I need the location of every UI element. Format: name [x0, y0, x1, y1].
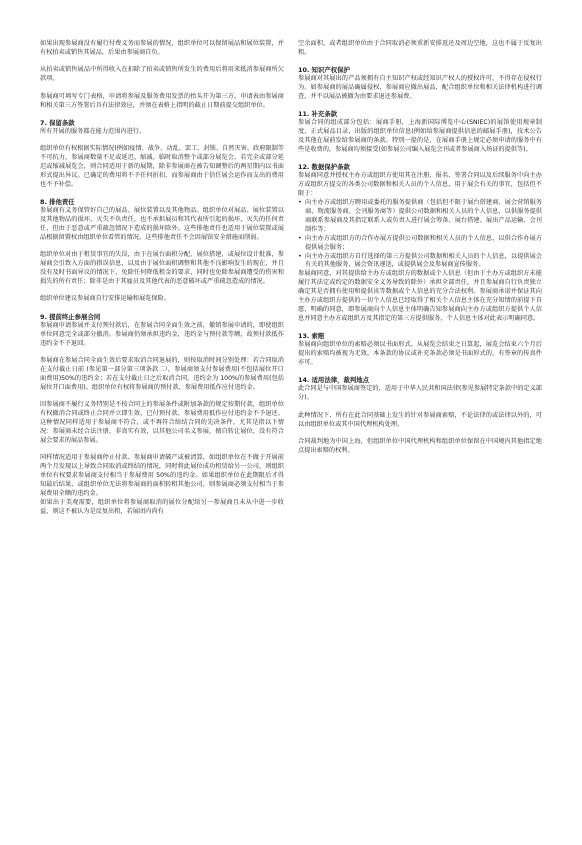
section-9	[40, 313, 284, 517]
section-paragraph: 如果出于美观需要，组织单位将参展商取消的展位分配给另一参展商且未从中进一步收益，则这不被认为是反复出租，若展团内尚有	[40, 498, 284, 515]
section-7	[40, 119, 284, 190]
section-paragraph: 参展商向组织单位的索赔必须以书面形式。从展览会结束之日算起，展览会结束六个月后提出的索赔均被视为无效。本条款的协议或补充条款必须是书面形式的，有签章的传真件亦可。	[298, 341, 542, 366]
section-title: 12. 数据保护条款	[298, 163, 350, 172]
section-paragraph: 参展商对其展出的产品须拥有自主知识产权或经知识产权人的授权许可，不得存在侵权行为。如参展商的展品确属侵权，参展商应撤出展品，配合组织单位和相关法律机构进行调查，并不以展品被撤为由要求退还参展费。	[298, 75, 542, 101]
section-title: 14. 适用法律，裁判地点	[298, 376, 370, 385]
section-10	[298, 66, 542, 102]
section-paragraph: 参展合同的组成部分包括：展商手册，上海新国际博览中心(SNIEC)的展馆使用规章制度，正式展品目录，出版的组织单位信息(例如给参展商提供信息的邮展手册)，技术公告及其他在展前发给参展商的条款。特别一提的是，在展商手册上规定必须申请的服务中有些是收费的，参展商均须接受(如参展公司编入展览会刊或者参展商入场证的提供等)。	[298, 119, 542, 154]
bullet-list	[298, 199, 542, 270]
left-column	[40, 40, 284, 525]
section-title: 11. 补充条款	[298, 110, 338, 119]
intro-paragraph: 参展商可填写专门表格，申请将参展及服务费用发票的抬头开为第三方。申请表由参展商和相关第三方签署后具有法律效应，并须在表格上指明的截止日期前提交组织单位。	[40, 92, 284, 109]
section-paragraph: 参展商申请参展并支付预付款后，在参展合同全面生效之前，撤销参展申请的，即使组织单位同意完全或部分撤消。参展商仍须承担违约金，违约金与预付款等额，故预付款抵作违约金不予退回。	[40, 321, 284, 347]
section-paragraph: 参展商在参展合同全面生效后要求取消合同退展的，则按取消时间分别处理：若合同取消在支付截止日前 (参见第一部分第三项条款二），参展商须支付参展费用(不包括展位开口面费用)50%的违约金；若在支付截止日之后取消合同，违约金为 100%的参展费用(包括展位开口面费用)。组织单位有权将参展商的预付款、参展费用抵作应付违约金。	[40, 356, 284, 391]
section-paragraph: 参展商有义务保管好自己的展品、展位装置以及其他物品。组织单位对展品、展位装置以及其他物品的损坏、灭失不负责任，也不承担展员和其代表所引起的损坏、灭失的任何责任，但由于恶意或严重疏忽情况下造成的损坏除外。这些排他责任也适用于展位装置或展品根据留置权由组织单位看管的情况。这些排他责任不会因展馆安全措施而削弱。	[40, 207, 284, 241]
section-title: 8. 排他责任	[40, 198, 75, 207]
section-12	[298, 163, 542, 323]
intro-paragraph: 从拍卖或销售展品中所得收入在扣除了拍卖或销售所发生的费用后将用来抵消参展商所欠款项。	[40, 66, 284, 83]
section-8	[40, 198, 284, 304]
section-paragraph: 所有开展的服务都在能力范围内进行。	[40, 127, 146, 135]
section-title: 13. 索赔	[298, 332, 325, 341]
section-paragraph: 同样情况适用于参展商停止付款、参展商申请破产或被清算，如组织单位在不做于开展前两个月发现以上导致合同取消或终结的情况，同时将此展位成功租赁给另一公司，则组织单位有权要求参展商支付相当于参展费用 50%的违约金。如果组织单位在此期限后才得知最后结果，或组织单位无法将参展商的面积转租其他公司，则参展商必须支付相当于参展费用全额的违约金。	[40, 454, 284, 497]
right-column	[298, 40, 542, 464]
section-paragraph: 此合同是与中国参展商签定的，适用于中华人民共和国法律(参见参展特定条款中的定义部分)。	[298, 385, 542, 402]
section-13	[298, 332, 542, 368]
continued-paragraph: 空余面积，或者组织单位由于合同取消必须重新安排返还及周边空地，这也不属于反复出租。	[298, 40, 542, 56]
list-item: • 向主办方或组织方自行选择的第三方提供公司数据和相关人员的个人信息，以提供展会有关的其他服务，展会资讯递送，或提供展会及参展商宣传服务。	[298, 253, 542, 271]
section-paragraph: 因参展商不履行义务特别是不按合同上的参展条件或附加条款的规定按期付款，组织单位有权撤消合同或终止合同并立即生效，已付预付款、参展费用抵作应付违约金不予退还。这种情况同样适用于参展商不符合，或不再符合缔结合同的先决条件，尤其是指以下情况：参展商未经合法注册、非真实有效，以其他公司名义参展，擅自转让展位，没有符合展会要求的展品参展。	[40, 401, 284, 444]
list-item: • 向主办方或组织方的合作办展方提供公司数据和相关人员的个人信息，以供合作办展方提供展会服务；	[298, 235, 542, 253]
intro-paragraph: 如果出现参展商没有履行付费义务而参展的情况，组织单位可以保留展品和展位装置，并有权拍卖或销售其展品，后果由参展商自负。	[40, 40, 284, 56]
section-paragraph: 组织单位建议参展商自行安排运输和展览保险。	[40, 295, 170, 303]
section-14	[298, 376, 542, 455]
section-title: 7. 保留条款	[40, 118, 75, 127]
section-paragraph: 参展商同意并授权主办方或组织方使用其在注册、报名、签署合同以及后续服务中向主办方或组织方提交的各类公司数据和相关人员的个人信息，用于展会有关的事宜，包括但不限于：	[298, 172, 542, 198]
section-paragraph: 合同裁判地为中国上海，但组织单位中国代理机构和组织单位保留在中国境内其他指定地点提出索赔的权利。	[298, 437, 542, 454]
section-paragraph: 组织单位对由于租赁事宜的失误，由于在展台面积分配、展位搭建，或展位设计批准，参展商会引致入方面的措误信息，以及由于展位面积调整和其他不良影响发生的现在，并且没有及时书面异议的情况下，免除任何降低租金的要求，同时也免除参展商遭受的伤害和损失的所有责任；除非是由于其雇员及其他代表的恶意破坏或严重疏忽造成的情况。	[40, 251, 284, 286]
section-paragraph: 组织单位有权根据实际情况(例如疫情、战争、动乱、罢工、封锁、自然灾害、政府限制等不可抗力，参展商数量不足或延迟、缩减、临时取消整个或部分展览会。若完全或部分延迟或缩减展览会，则合同适用于新的展期，除非参展商在被告知调整后的两星期内以书面形式提出异议。已确定的费用将不予任何折扣，而参展商由于信任展会运作而支出的费用也不予补偿。	[40, 145, 284, 188]
list-item: • 向主办方或组织方聘用或委托的服务提供商（包括但不限于展台搭建商、展会营销服务商、物流服务商、会刊服务商等）提供公司数据和相关人员的个人信息，以供服务提供商联系参展商及其指定联系人或负责人进行展会筹备、展台搭建、展出产品运输、会刊制作等；	[298, 199, 542, 235]
section-paragraph: 参展商同意，对其提供给主办方或组织方的数据或个人信息（但由于主办方或组织方未能履行其法定或约定的数据安全义务导致的除外）承担全部责任，并且参展商自行负责独立确定其是否拥有使用和提供该等数据或个人信息的充分合法权利。参展商承诺并保证其向主办方或组织方提供的一切个人信息已经取得了相关个人信息主体在充分知情的前提下自愿、明确的同意，即参展商向个人信息主体明确告知参展商向主办方或组织方提供个人信息并同意主办方或组织方及其指定的第三方提供服务，个人信息主体对此表示明确同意。	[298, 270, 542, 322]
section-title: 9. 提前终止参展合同	[40, 312, 101, 321]
section-11	[298, 110, 542, 155]
section-paragraph: 此种情况下，所有在此合同基础上发生的针对参展商索赔，不论法律的或法律以外的，可以由组织单位或其中国代理机构处理。	[298, 411, 542, 428]
section-title: 10. 知识产权保护	[298, 66, 350, 75]
